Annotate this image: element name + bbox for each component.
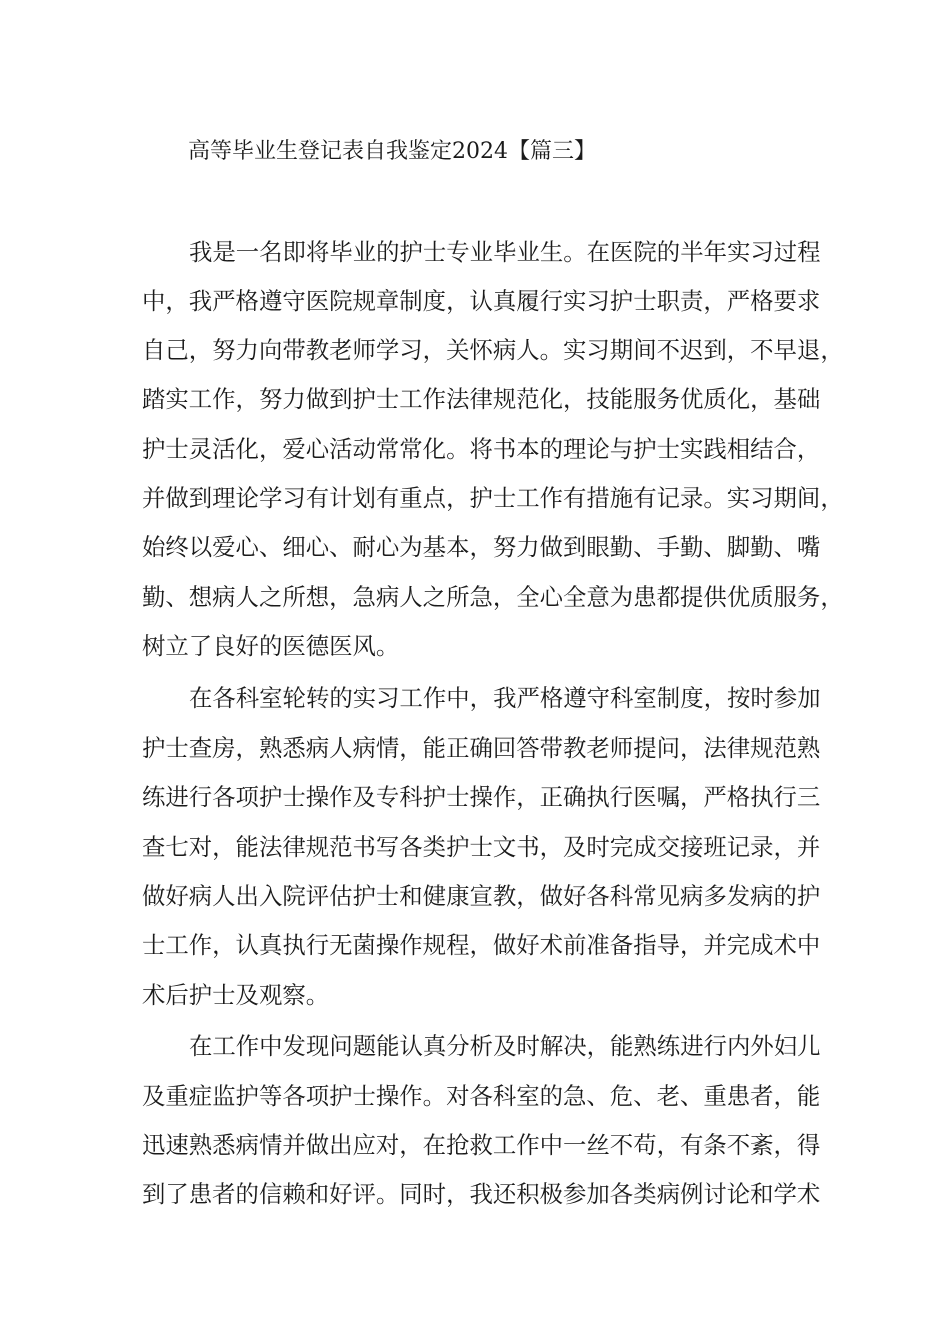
paragraph-line: 踏实工作，努力做到护士工作法律规范化，技能服务优质化，基础	[142, 385, 821, 413]
paragraph-line: 士工作，认真执行无菌操作规程，做好术前准备指导，并完成术中	[142, 931, 821, 959]
paragraph-line: 并做到理论学习有计划有重点，护士工作有措施有记录。实习期间，	[142, 484, 844, 512]
paragraph-line: 护士灵活化，爱心活动常常化。将书本的理论与护士实践相结合，	[142, 435, 821, 463]
paragraph-line: 做好病人出入院评估护士和健康宣教，做好各科常见病多发病的护	[142, 882, 821, 910]
paragraph-line: 到了患者的信赖和好评。同时，我还积极参加各类病例讨论和学术	[142, 1180, 821, 1208]
paragraph-line: 术后护士及观察。	[142, 981, 330, 1009]
paragraph-line: 在各科室轮转的实习工作中，我严格遵守科室制度，按时参加	[189, 684, 821, 712]
paragraph-line: 树立了良好的医德医风。	[142, 632, 400, 660]
paragraph-line: 勤、想病人之所想，急病人之所急，全心全意为患都提供优质服务，	[142, 583, 844, 611]
paragraph-line: 始终以爱心、细心、耐心为基本，努力做到眼勤、手勤、脚勤、嘴	[142, 533, 821, 561]
paragraph-line: 自己，努力向带教老师学习，关怀病人。实习期间不迟到，不早退，	[142, 336, 844, 364]
paragraph-line: 练进行各项护士操作及专科护士操作，正确执行医嘱，严格执行三	[142, 783, 821, 811]
paragraph-line: 护士查房，熟悉病人病情，能正确回答带教老师提问，法律规范熟	[142, 734, 821, 762]
document-title: 高等毕业生登记表自我鉴定2024【篇三】	[188, 139, 596, 164]
paragraph-line: 中，我严格遵守医院规章制度，认真履行实习护士职责，严格要求	[142, 287, 821, 315]
paragraph-line: 迅速熟悉病情并做出应对，在抢救工作中一丝不苟，有条不紊，得	[142, 1131, 821, 1159]
paragraph-line: 及重症监护等各项护士操作。对各科室的急、危、老、重患者，能	[142, 1082, 821, 1110]
paragraph-line: 在工作中发现问题能认真分析及时解决，能熟练进行内外妇儿	[189, 1032, 821, 1060]
paragraph-line: 我是一名即将毕业的护士专业毕业生。在医院的半年实习过程	[189, 238, 821, 266]
paragraph-line: 查七对，能法律规范书写各类护士文书，及时完成交接班记录，并	[142, 833, 821, 861]
